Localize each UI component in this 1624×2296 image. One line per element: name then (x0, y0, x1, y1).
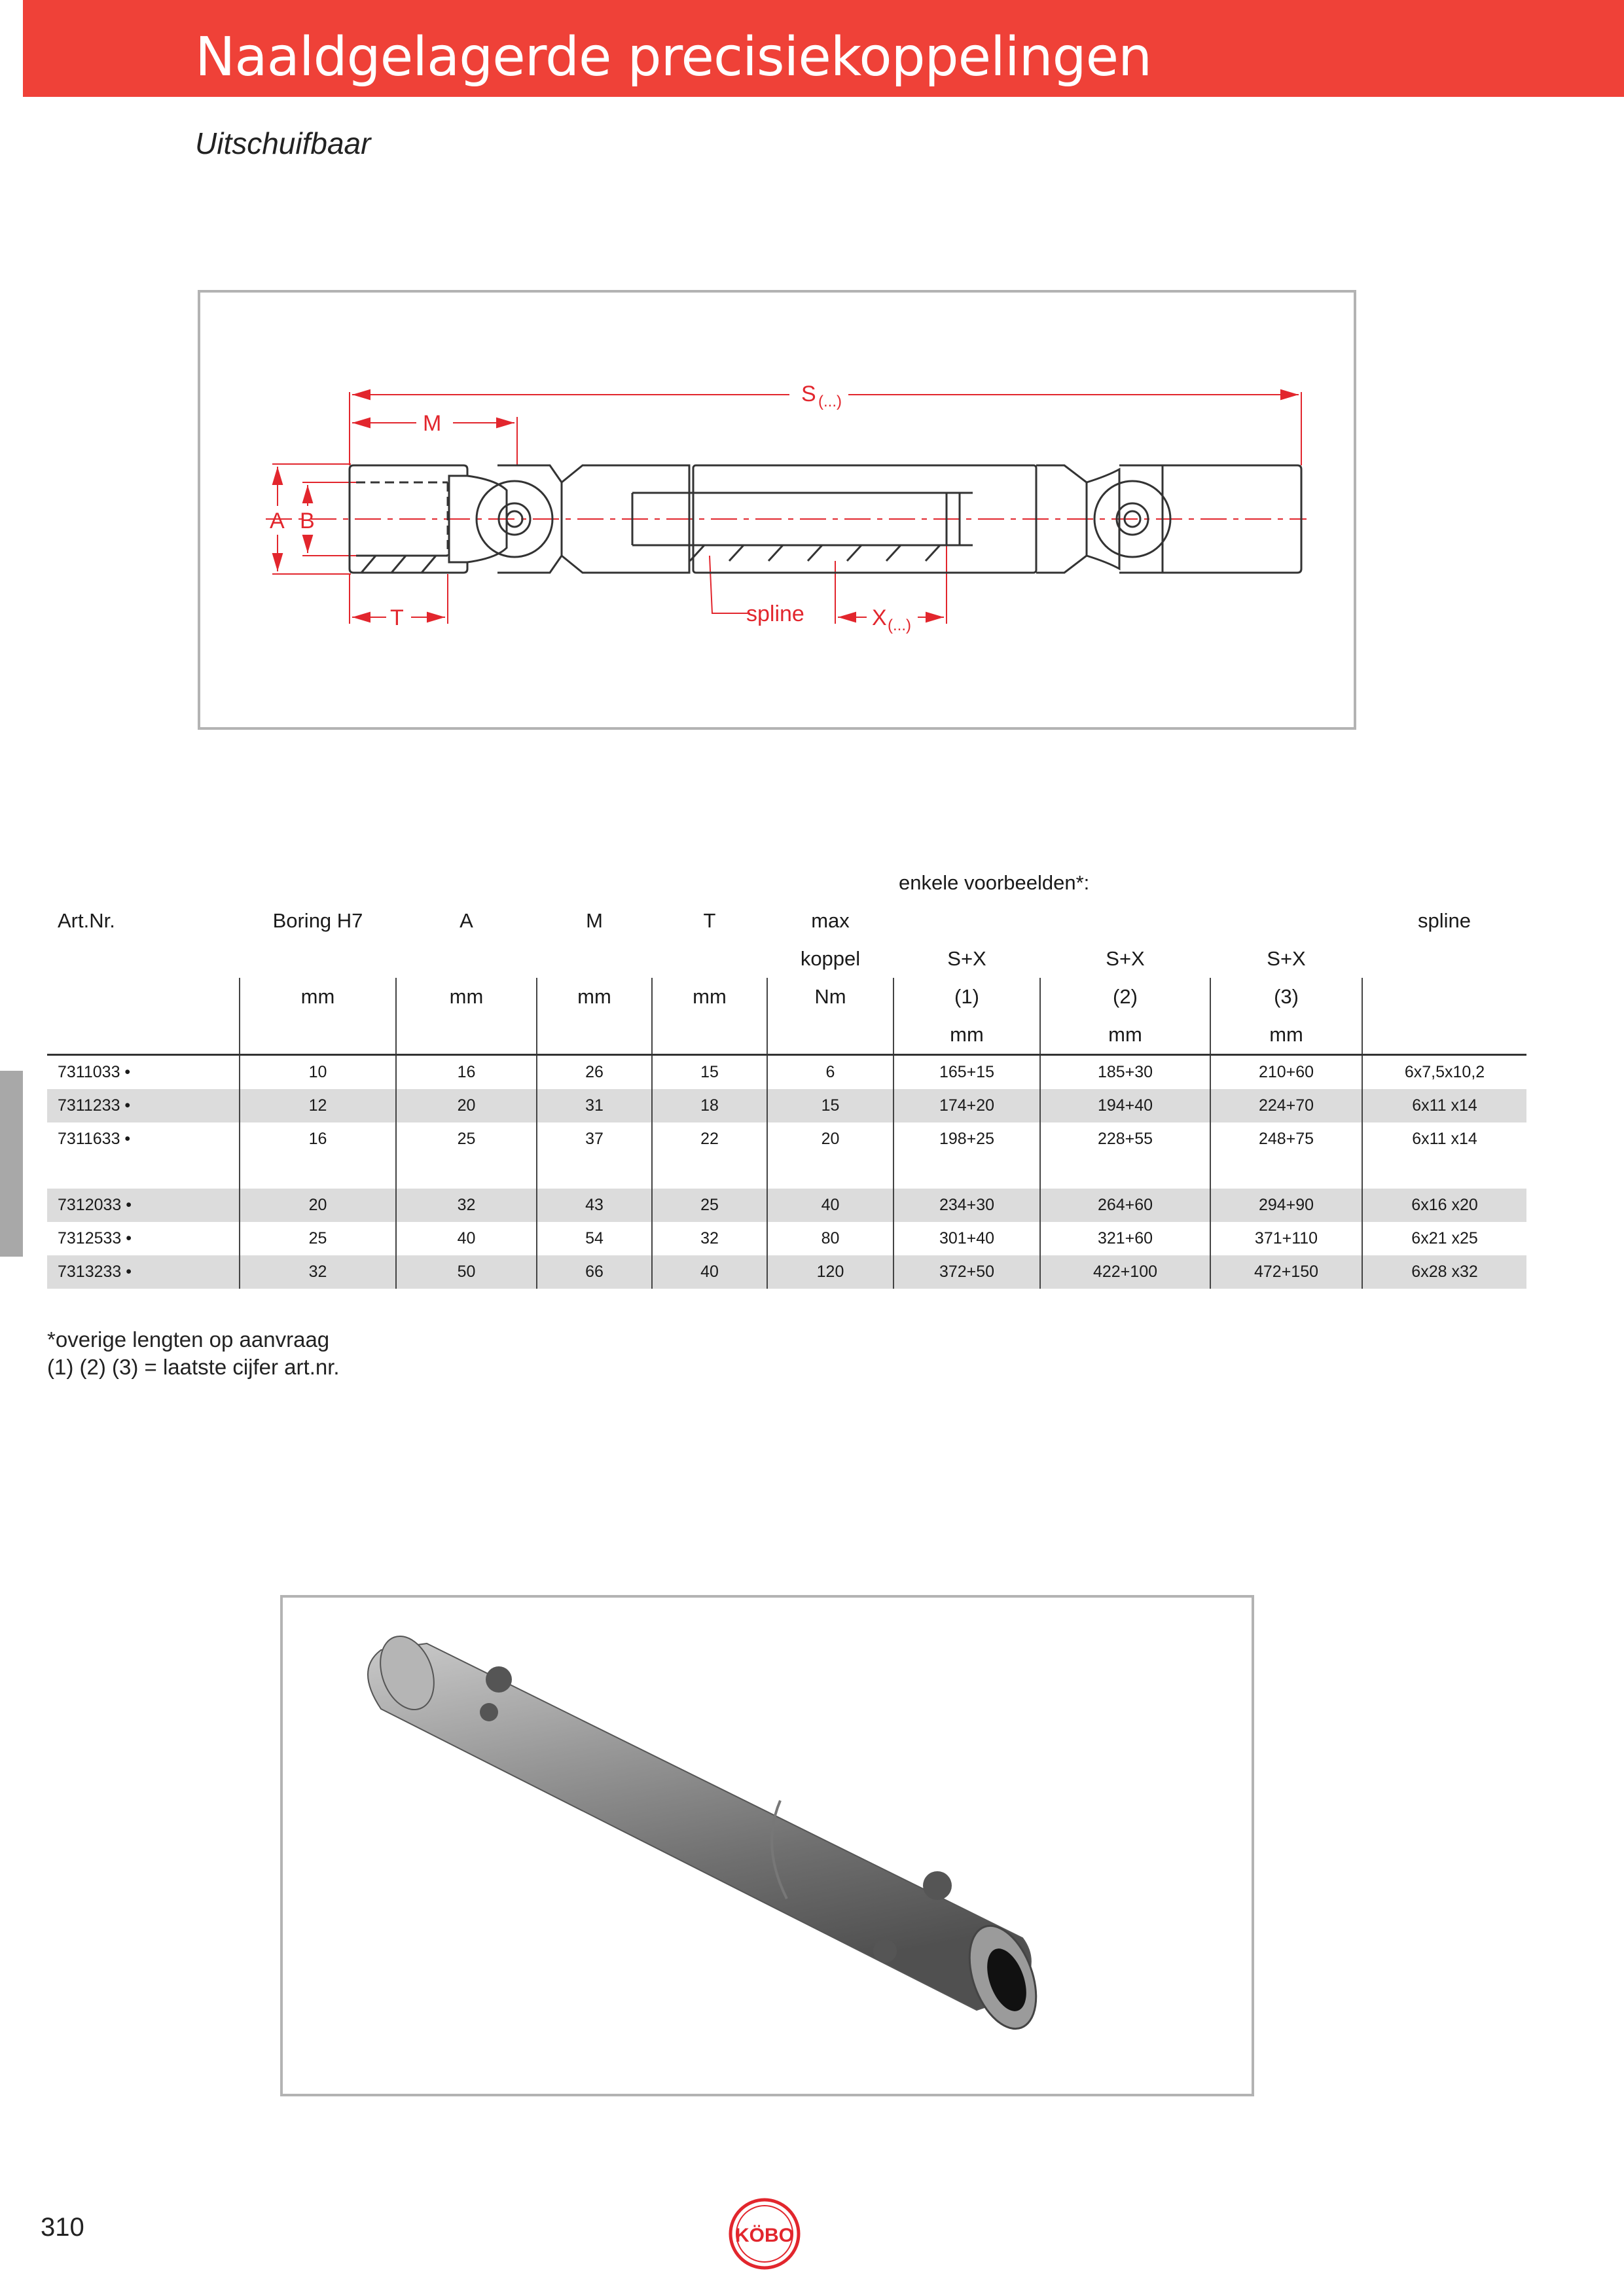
col-spline-header: spline (1418, 909, 1471, 932)
col-a-header: A (460, 909, 473, 932)
cell-artnr: 7311233 • (47, 1089, 240, 1122)
cell-m: 37 (537, 1122, 652, 1156)
table-group-header-row (47, 864, 1526, 902)
dim-t-label: T (390, 605, 404, 630)
unit-a: mm (396, 978, 537, 1016)
dim-m-label: M (423, 411, 442, 436)
cell-spline: 6x21 x25 (1362, 1222, 1526, 1255)
cell-koppel: 6 (767, 1055, 893, 1090)
cell-spline: 6x11 x14 (1362, 1089, 1526, 1122)
col-boring-header: Boring H7 (272, 909, 363, 932)
cell-a: 20 (396, 1089, 537, 1122)
unit-sx1: mm (893, 1016, 1040, 1055)
dim-x-label: X (872, 605, 887, 630)
cell-artnr: 7313233 • (47, 1255, 240, 1289)
product-photo-frame (280, 1595, 1254, 2096)
col-artnr-header: Art.Nr. (58, 909, 115, 932)
dim-b-label: B (300, 509, 315, 533)
cell-m: 66 (537, 1255, 652, 1289)
table-header-row-3 (47, 978, 1526, 1016)
table-row (47, 1189, 1526, 1222)
cell-artnr: 7311033 • (58, 1063, 131, 1081)
cell-sx3: 472+150 (1210, 1255, 1362, 1289)
cell-boring: 25 (240, 1222, 396, 1255)
cell-boring: 16 (240, 1122, 396, 1156)
cell-sx3: 210+60 (1210, 1055, 1362, 1090)
sx1-label: S+X (947, 947, 986, 970)
cell-a: 40 (396, 1222, 537, 1255)
cell-m: 54 (537, 1222, 652, 1255)
cell-koppel: 15 (767, 1089, 893, 1122)
note-other-lengths: *overige lengten op aanvraag (47, 1327, 330, 1352)
cell-sx1: 372+50 (893, 1255, 1040, 1289)
cell-m: 43 (537, 1189, 652, 1222)
cell-sx3: 371+110 (1210, 1222, 1362, 1255)
cell-spline: 6x16 x20 (1362, 1189, 1526, 1222)
cell-sx2: 185+30 (1040, 1055, 1210, 1090)
table-header-row-2 (47, 940, 1526, 978)
cell-artnr: 7312033 • (47, 1189, 240, 1222)
cell-spline: 6x7,5x10,2 (1362, 1055, 1526, 1090)
sx3-label: S+X (1267, 947, 1306, 970)
cell-a: 50 (396, 1255, 537, 1289)
page-title: Naaldgelagerde precisiekoppelingen (195, 26, 1152, 88)
koppel-label: koppel (800, 947, 861, 970)
cell-t: 22 (652, 1122, 767, 1156)
cell-boring: 12 (240, 1089, 396, 1122)
col-m-header: M (586, 909, 603, 932)
dim-a-label: A (270, 509, 285, 533)
side-chapter-tab (0, 1071, 23, 1257)
cell-sx3: 248+75 (1210, 1122, 1362, 1156)
specification-table (47, 864, 1526, 1289)
table-spacer-row (47, 1156, 1526, 1189)
cell-t: 18 (652, 1089, 767, 1122)
unit-t: mm (652, 978, 767, 1016)
cell-sx1: 174+20 (893, 1089, 1040, 1122)
col-t-header: T (703, 909, 716, 932)
cell-a: 16 (396, 1055, 537, 1090)
sx2-label: S+X (1106, 947, 1145, 970)
cell-a: 25 (396, 1122, 537, 1156)
variant-1: (1) (893, 978, 1040, 1016)
note-last-digit: (1) (2) (3) = laatste cijfer art.nr. (47, 1355, 340, 1379)
table-header-row-1 (47, 902, 1526, 940)
cell-boring: 32 (240, 1255, 396, 1289)
cell-a: 32 (396, 1189, 537, 1222)
cell-t: 25 (652, 1189, 767, 1222)
logo-text: KÖBO (735, 2225, 794, 2246)
cell-sx1: 165+15 (893, 1055, 1040, 1090)
cell-sx1: 198+25 (893, 1122, 1040, 1156)
technical-drawing-frame (198, 290, 1356, 730)
unit-m: mm (537, 978, 652, 1016)
cell-artnr: 7312533 • (58, 1229, 132, 1247)
table-row (47, 1122, 1526, 1156)
cell-spline: 6x28 x32 (1362, 1255, 1526, 1289)
unit-sx3: mm (1210, 1016, 1362, 1055)
table-row (47, 1089, 1526, 1122)
cell-sx2: 264+60 (1040, 1189, 1210, 1222)
cell-koppel: 20 (767, 1122, 893, 1156)
dim-s-suffix: (...) (818, 393, 842, 410)
unit-boring: mm (240, 978, 396, 1016)
cell-koppel: 40 (767, 1189, 893, 1222)
cell-t: 40 (652, 1255, 767, 1289)
cell-sx2: 194+40 (1040, 1089, 1210, 1122)
group-header-label: enkele voorbeelden*: (899, 871, 1090, 894)
page-subtitle: Uitschuifbaar (195, 126, 371, 160)
cell-sx1: 301+40 (893, 1222, 1040, 1255)
cell-koppel: 120 (767, 1255, 893, 1289)
cell-boring: 10 (240, 1055, 396, 1090)
cell-koppel: 80 (767, 1222, 893, 1255)
dim-s-label: S (801, 382, 816, 406)
spline-label: spline (746, 601, 804, 626)
page-number: 310 (41, 2213, 84, 2242)
col-koppel-header: max (811, 909, 850, 932)
cell-spline: 6x11 x14 (1362, 1122, 1526, 1156)
cell-sx3: 224+70 (1210, 1089, 1362, 1122)
cell-sx3: 294+90 (1210, 1189, 1362, 1222)
cell-sx1: 234+30 (893, 1189, 1040, 1222)
cell-artnr: 7311633 • (58, 1130, 131, 1148)
table-row (47, 1055, 1526, 1090)
variant-2: (2) (1040, 978, 1210, 1016)
cell-t: 32 (652, 1222, 767, 1255)
cell-m: 26 (537, 1055, 652, 1090)
table-row (47, 1255, 1526, 1289)
product-photo (283, 1598, 1257, 2099)
unit-koppel: Nm (767, 978, 893, 1016)
cell-boring: 20 (240, 1189, 396, 1222)
unit-sx2: mm (1040, 1016, 1210, 1055)
dim-x-suffix: (...) (888, 617, 911, 634)
table-header-row-4 (47, 1016, 1526, 1055)
variant-3: (3) (1210, 978, 1362, 1016)
cell-sx2: 321+60 (1040, 1222, 1210, 1255)
technical-drawing (200, 293, 1359, 732)
kobo-logo (728, 2197, 801, 2270)
cell-sx2: 422+100 (1040, 1255, 1210, 1289)
cell-sx2: 228+55 (1040, 1122, 1210, 1156)
table-row (47, 1222, 1526, 1255)
cell-m: 31 (537, 1089, 652, 1122)
cell-t: 15 (652, 1055, 767, 1090)
